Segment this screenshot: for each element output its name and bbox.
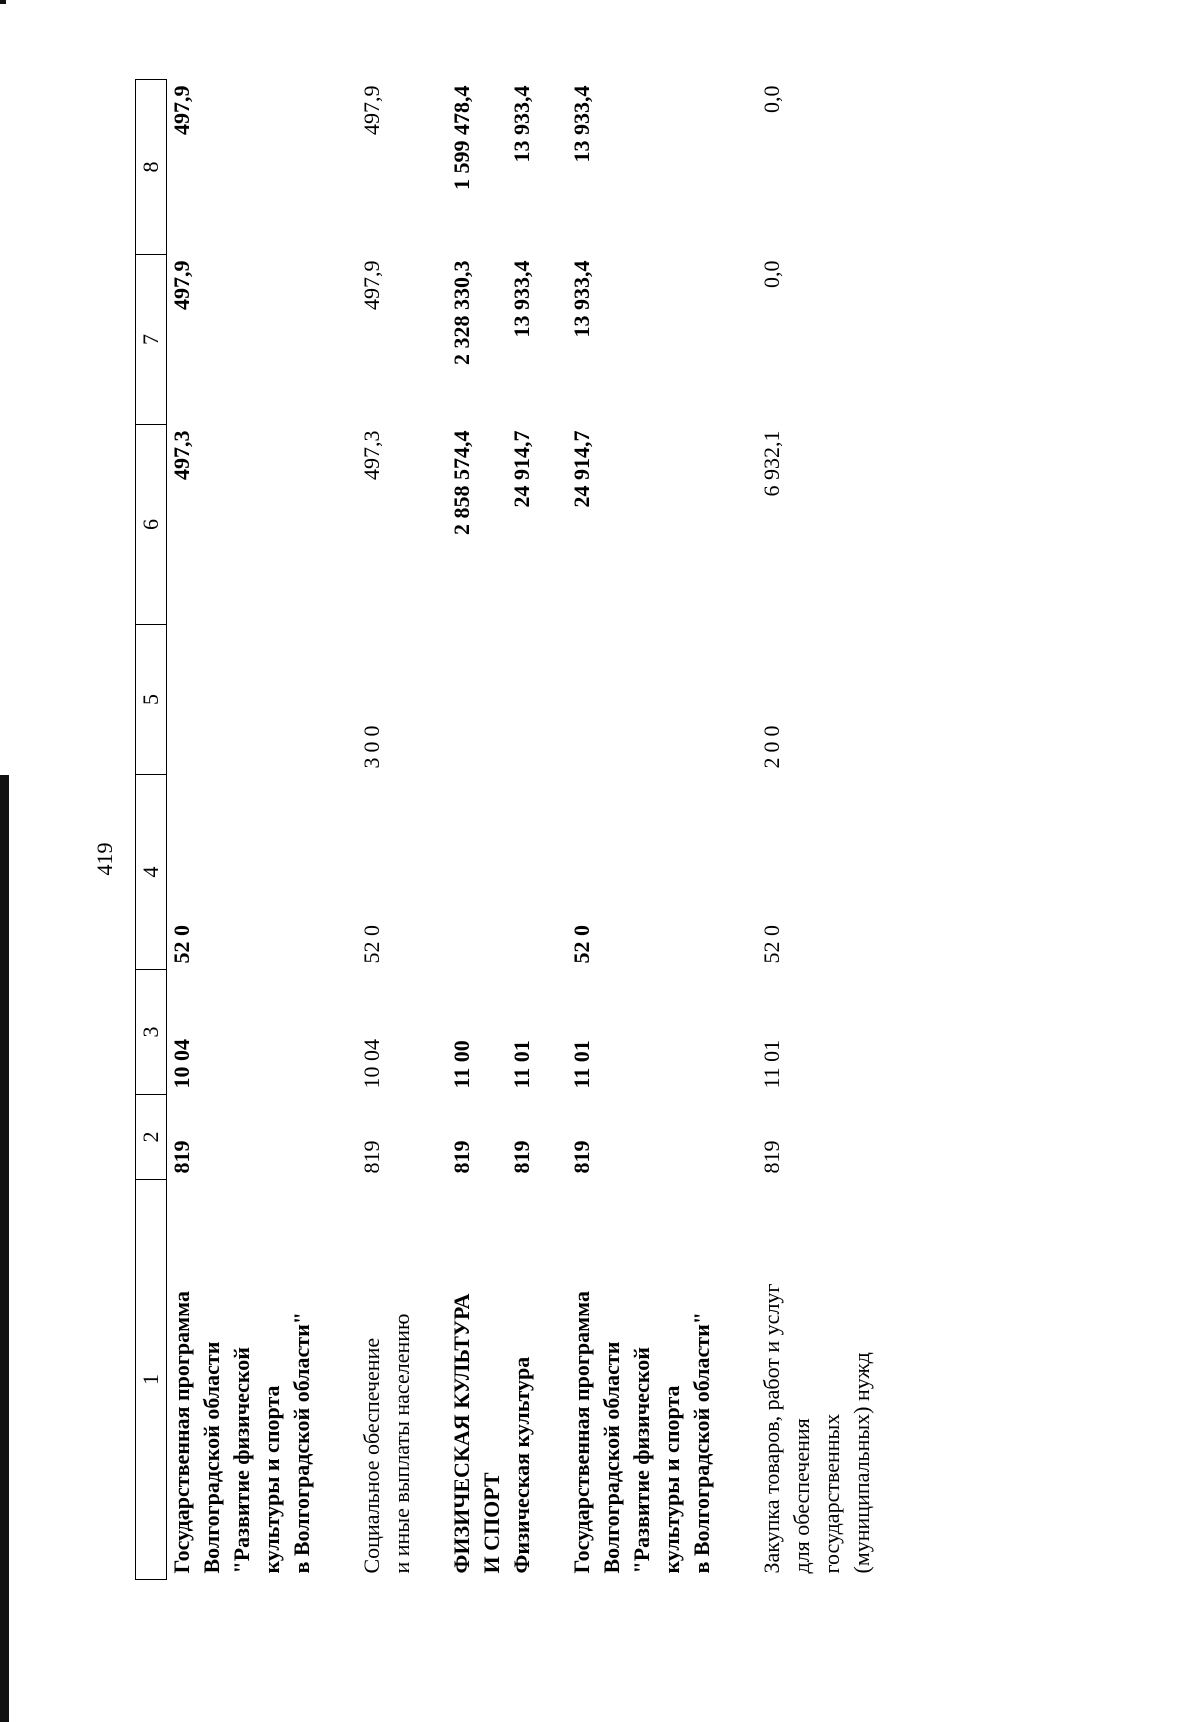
table-row bbox=[757, 80, 897, 1580]
row-col4-cell: 52 0 bbox=[759, 925, 784, 964]
row-col8-cell: 1 599 478,4 bbox=[449, 85, 474, 190]
row-col7-cell: 497,9 bbox=[169, 260, 194, 310]
row-col5-cell bbox=[167, 625, 358, 775]
row-col8-cell: 0,0 bbox=[759, 85, 784, 113]
row-col6-cell: 24 914,7 bbox=[509, 430, 534, 508]
row-col7-cell: 13 933,4 bbox=[569, 260, 594, 338]
header-col-4: 4 bbox=[136, 775, 167, 970]
row-col8-cell: 13 933,4 bbox=[509, 85, 534, 163]
row-col6-cell: 497,3 bbox=[169, 430, 194, 480]
table-body bbox=[167, 80, 898, 1580]
scan-binding-edge bbox=[0, 775, 9, 1722]
row-col6-cell: 24 914,7 bbox=[569, 430, 594, 508]
row-col5-cell: 200 bbox=[759, 720, 784, 769]
row-col3-cell: 10 04 bbox=[359, 1039, 384, 1089]
row-col3-cell: 11 01 bbox=[569, 1040, 594, 1089]
rotated-table-sheet bbox=[135, 80, 955, 1580]
row-col5-cell bbox=[447, 625, 507, 775]
row-col6-cell: 2 858 574,4 bbox=[449, 430, 474, 535]
header-col-2: 2 bbox=[136, 1095, 167, 1180]
table-header-row bbox=[136, 80, 167, 1580]
row-col5-cell bbox=[567, 625, 757, 775]
row-col8-cell: 13 933,4 bbox=[569, 85, 594, 163]
row-name-cell: Государственная программа Волгоградской области "Развитие физической культуры и спорта в Волгоградской области" bbox=[169, 1291, 314, 1574]
scan-corner-mark bbox=[0, 0, 6, 4]
row-col4-cell bbox=[507, 775, 567, 970]
row-col2-cell: 819 bbox=[449, 1140, 474, 1174]
row-col7-cell: 2 328 330,3 bbox=[449, 260, 474, 365]
table-row bbox=[357, 80, 447, 1580]
table-row bbox=[447, 80, 507, 1580]
header-col-6: 6 bbox=[136, 425, 167, 625]
row-col7-cell: 497,9 bbox=[359, 260, 384, 310]
row-col5-cell: 300 bbox=[359, 720, 384, 769]
row-name-cell: Государственная программа Волгоградской области "Развитие физической культуры и спорта в Волгоградской области" bbox=[569, 1291, 714, 1574]
row-col2-cell: 819 bbox=[569, 1140, 594, 1174]
row-col2-cell: 819 bbox=[759, 1140, 784, 1174]
row-col2-cell: 819 bbox=[359, 1140, 384, 1174]
row-name-cell: Закупка товаров, работ и услуг для обеспечения государственных (муниципальных) нужд bbox=[759, 1283, 874, 1574]
row-name-cell: Физическая культура bbox=[509, 1356, 534, 1574]
row-col3-cell: 11 00 bbox=[449, 1040, 474, 1089]
header-col-1: 1 bbox=[136, 1180, 167, 1580]
row-col4-cell bbox=[447, 775, 507, 970]
row-col8-cell: 497,9 bbox=[169, 85, 194, 135]
page-number: 419 bbox=[92, 842, 117, 876]
budget-table bbox=[135, 79, 897, 1580]
row-col5-cell bbox=[507, 625, 567, 775]
row-col7-cell: 0,0 bbox=[759, 260, 784, 288]
header-col-5: 5 bbox=[136, 625, 167, 775]
table-row bbox=[507, 80, 567, 1580]
row-col6-cell: 6 932,1 bbox=[759, 430, 784, 497]
header-col-8: 8 bbox=[136, 80, 167, 255]
row-col3-cell: 11 01 bbox=[759, 1039, 784, 1089]
row-col4-cell: 52 0 bbox=[359, 925, 384, 964]
row-col4-cell: 52 0 bbox=[169, 925, 194, 964]
row-name-cell: Социальное обеспечение и иные выплаты населению bbox=[359, 1313, 414, 1574]
row-col2-cell: 819 bbox=[169, 1140, 194, 1174]
row-name-cell: ФИЗИЧЕСКАЯ КУЛЬТУРА И СПОРТ bbox=[449, 1293, 504, 1574]
table-row bbox=[167, 80, 358, 1580]
row-col3-cell: 11 01 bbox=[509, 1040, 534, 1089]
row-col3-cell: 10 04 bbox=[169, 1039, 194, 1089]
header-col-7: 7 bbox=[136, 255, 167, 425]
row-col6-cell: 497,3 bbox=[359, 430, 384, 480]
row-col8-cell: 497,9 bbox=[359, 85, 384, 135]
row-col7-cell: 13 933,4 bbox=[509, 260, 534, 338]
row-col4-cell: 52 0 bbox=[569, 925, 594, 964]
table-row bbox=[567, 80, 757, 1580]
header-col-3: 3 bbox=[136, 970, 167, 1095]
row-col2-cell: 819 bbox=[509, 1140, 534, 1174]
